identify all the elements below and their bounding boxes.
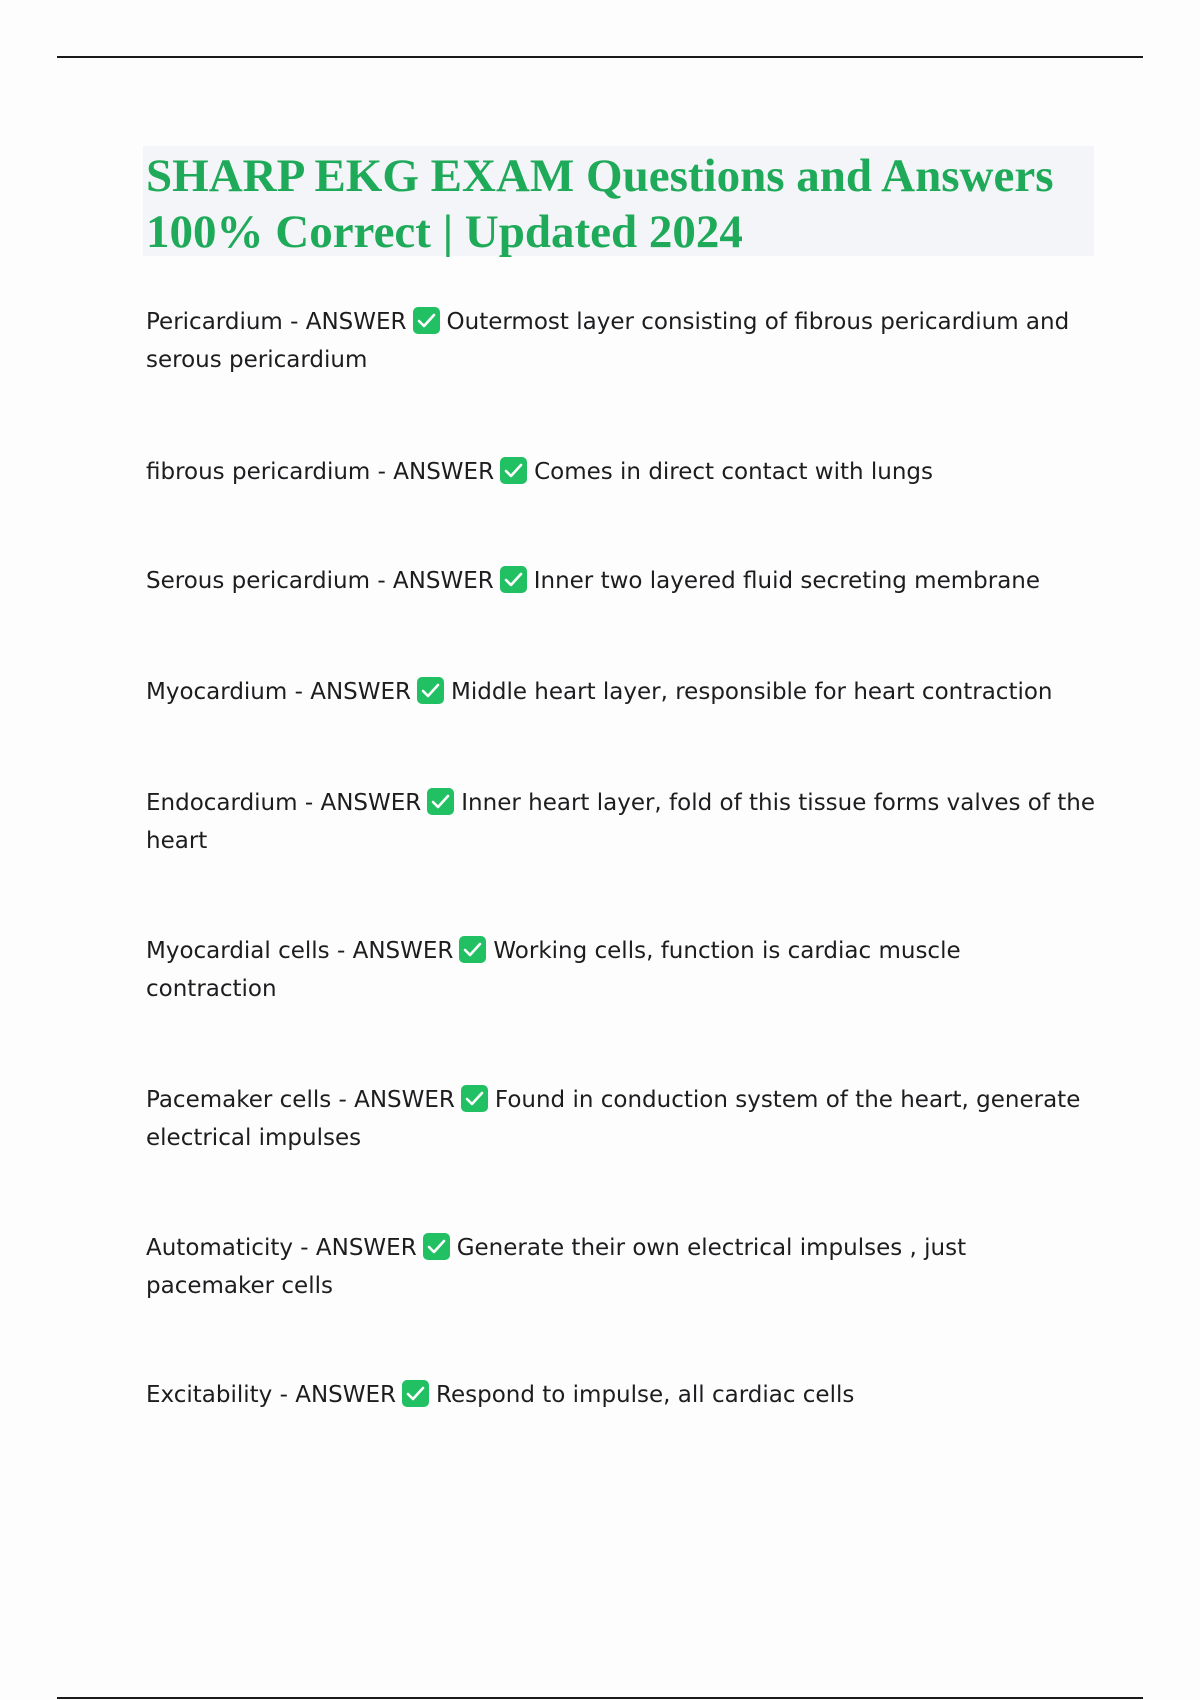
document-title: SHARP EKG EXAM Questions and Answers 100% Correct | Updated 2024 — [146, 150, 1054, 258]
bottom-divider — [57, 1697, 1143, 1699]
qa-answer: Comes in direct contact with lungs — [534, 459, 934, 485]
qa-answer: Working cells, function is cardiac muscle contraction — [146, 938, 961, 1002]
check-box-icon — [417, 677, 444, 704]
qa-term: Automaticity - ANSWER — [146, 1235, 417, 1261]
top-divider — [57, 56, 1143, 58]
check-box-icon — [500, 457, 527, 484]
qa-item — [146, 1081, 1096, 1157]
check-box-icon — [427, 788, 454, 815]
qa-item — [146, 1229, 1096, 1305]
qa-item — [146, 932, 1096, 1008]
check-box-icon — [413, 307, 440, 334]
qa-term: fibrous pericardium - ANSWER — [146, 459, 495, 485]
title-banner — [143, 146, 1094, 256]
qa-term: Pacemaker cells - ANSWER — [146, 1087, 455, 1113]
qa-term: Endocardium - ANSWER — [146, 790, 422, 816]
qa-term: Excitability - ANSWER — [146, 1382, 397, 1408]
qa-item — [146, 453, 1096, 491]
qa-answer: Found in conduction system of the heart, generate electrical impulses — [146, 1087, 1081, 1151]
qa-term: Pericardium - ANSWER — [146, 309, 407, 335]
check-box-icon — [423, 1233, 450, 1260]
check-box-icon — [459, 936, 486, 963]
check-box-icon — [402, 1380, 429, 1407]
qa-answer: Generate their own electrical impulses , just pacemaker cells — [146, 1235, 967, 1299]
qa-answer: Middle heart layer, responsible for heart contraction — [451, 679, 1053, 705]
qa-item — [146, 1376, 1096, 1414]
qa-answer: Inner two layered fluid secreting membrane — [533, 568, 1041, 594]
check-box-icon — [500, 566, 527, 593]
qa-item — [146, 784, 1096, 860]
qa-term: Myocardial cells - ANSWER — [146, 938, 454, 964]
qa-item — [146, 562, 1096, 600]
check-box-icon — [461, 1085, 488, 1112]
qa-item — [146, 303, 1096, 379]
qa-answer: Outermost layer consisting of fibrous pericardium and serous pericardium — [146, 309, 1070, 373]
qa-term: Serous pericardium - ANSWER — [146, 568, 494, 594]
qa-item — [146, 673, 1096, 711]
qa-answer: Respond to impulse, all cardiac cells — [436, 1382, 855, 1408]
qa-answer: Inner heart layer, fold of this tissue forms valves of the heart — [146, 790, 1095, 854]
qa-term: Myocardium - ANSWER — [146, 679, 412, 705]
